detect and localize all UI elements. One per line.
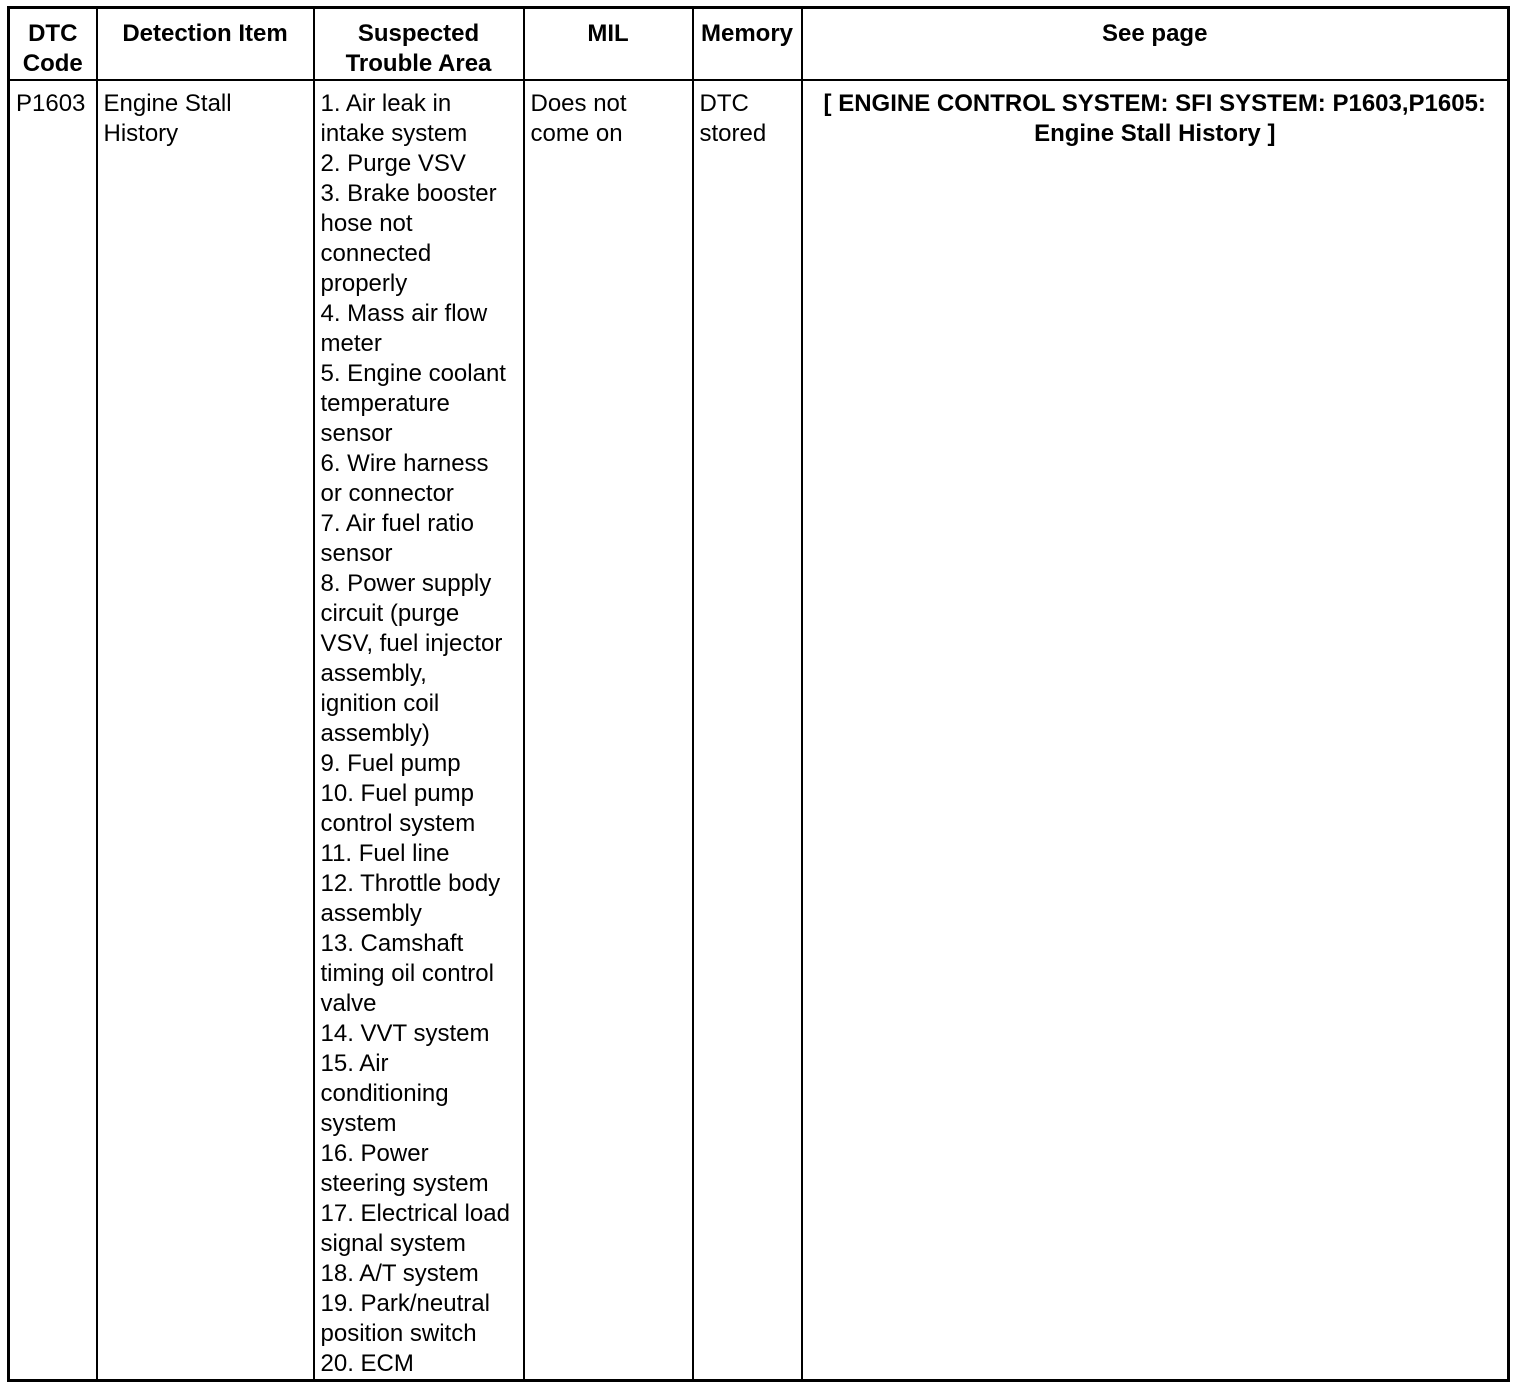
cell-memory: DTC stored [693, 80, 802, 1381]
list-item: or connector [320, 480, 454, 507]
header-see-page: See page [802, 8, 1509, 81]
list-item: 4. Mass air flow [320, 300, 488, 327]
list-item: steering system [320, 1170, 489, 1197]
list-item: 15. Air [320, 1050, 389, 1077]
cell-see-page-link[interactable]: [ ENGINE CONTROL SYSTEM: SFI SYSTEM: P1603,P1605: Engine Stall History ] [802, 80, 1509, 1381]
list-item: 7. Air fuel ratio [320, 510, 474, 537]
list-item: conditioning [320, 1080, 449, 1107]
list-item: system [320, 1110, 397, 1137]
list-item: 10. Fuel pump [320, 780, 474, 807]
list-item: circuit (purge [320, 600, 460, 627]
list-item: 8. Power supply [320, 570, 492, 597]
list-item: connected [320, 240, 432, 267]
list-item: 12. Throttle body [320, 870, 501, 897]
list-item: 1. Air leak in [320, 90, 452, 117]
trouble-area-list [321, 89, 519, 1379]
cell-mil: Does not come on [524, 80, 693, 1381]
header-suspected-trouble-area: Suspected Trouble Area [314, 8, 524, 81]
list-item: sensor [320, 420, 393, 447]
cell-detection-item: Engine Stall History [97, 80, 314, 1381]
list-item: 5. Engine coolant [320, 360, 506, 387]
list-item: assembly) [320, 720, 430, 747]
cell-dtc-code: P1603 [9, 80, 97, 1381]
list-item: valve [320, 990, 377, 1017]
header-row [9, 8, 1509, 81]
list-item: 18. A/T system [320, 1260, 479, 1287]
list-item: properly [320, 270, 408, 297]
list-item: 14. VVT system [320, 1020, 490, 1047]
list-item: timing oil control [320, 960, 494, 987]
list-item: 16. Power [320, 1140, 429, 1167]
list-item: 9. Fuel pump [320, 750, 461, 777]
header-memory: Memory [693, 8, 802, 81]
list-item: signal system [320, 1230, 466, 1257]
list-item: control system [320, 810, 476, 837]
list-item: position switch [320, 1320, 477, 1347]
list-item: 11. Fuel line [320, 840, 450, 867]
table-row [9, 80, 1509, 1381]
list-item: intake system [320, 120, 468, 147]
list-item: 13. Camshaft [320, 930, 464, 957]
cell-suspected-trouble-area [314, 80, 524, 1381]
list-item: 6. Wire harness [320, 450, 489, 477]
list-item: ignition coil [320, 690, 440, 717]
list-item: meter [320, 330, 382, 357]
dtc-table [7, 6, 1510, 1382]
list-item: VSV, fuel injector [320, 630, 503, 657]
list-item: 2. Purge VSV [320, 150, 466, 177]
list-item: sensor [320, 540, 393, 567]
list-item: 3. Brake booster [320, 180, 497, 207]
list-item: temperature [320, 390, 450, 417]
list-item: 19. Park/neutral [320, 1290, 490, 1317]
list-item: 20. ECM [320, 1350, 414, 1377]
header-detection-item: Detection Item [97, 8, 314, 81]
list-item: 17. Electrical load [320, 1200, 510, 1227]
header-dtc-code: DTC Code [9, 8, 97, 81]
list-item: hose not [320, 210, 413, 237]
header-mil: MIL [524, 8, 693, 81]
list-item: assembly, [320, 660, 427, 687]
list-item: assembly [320, 900, 422, 927]
